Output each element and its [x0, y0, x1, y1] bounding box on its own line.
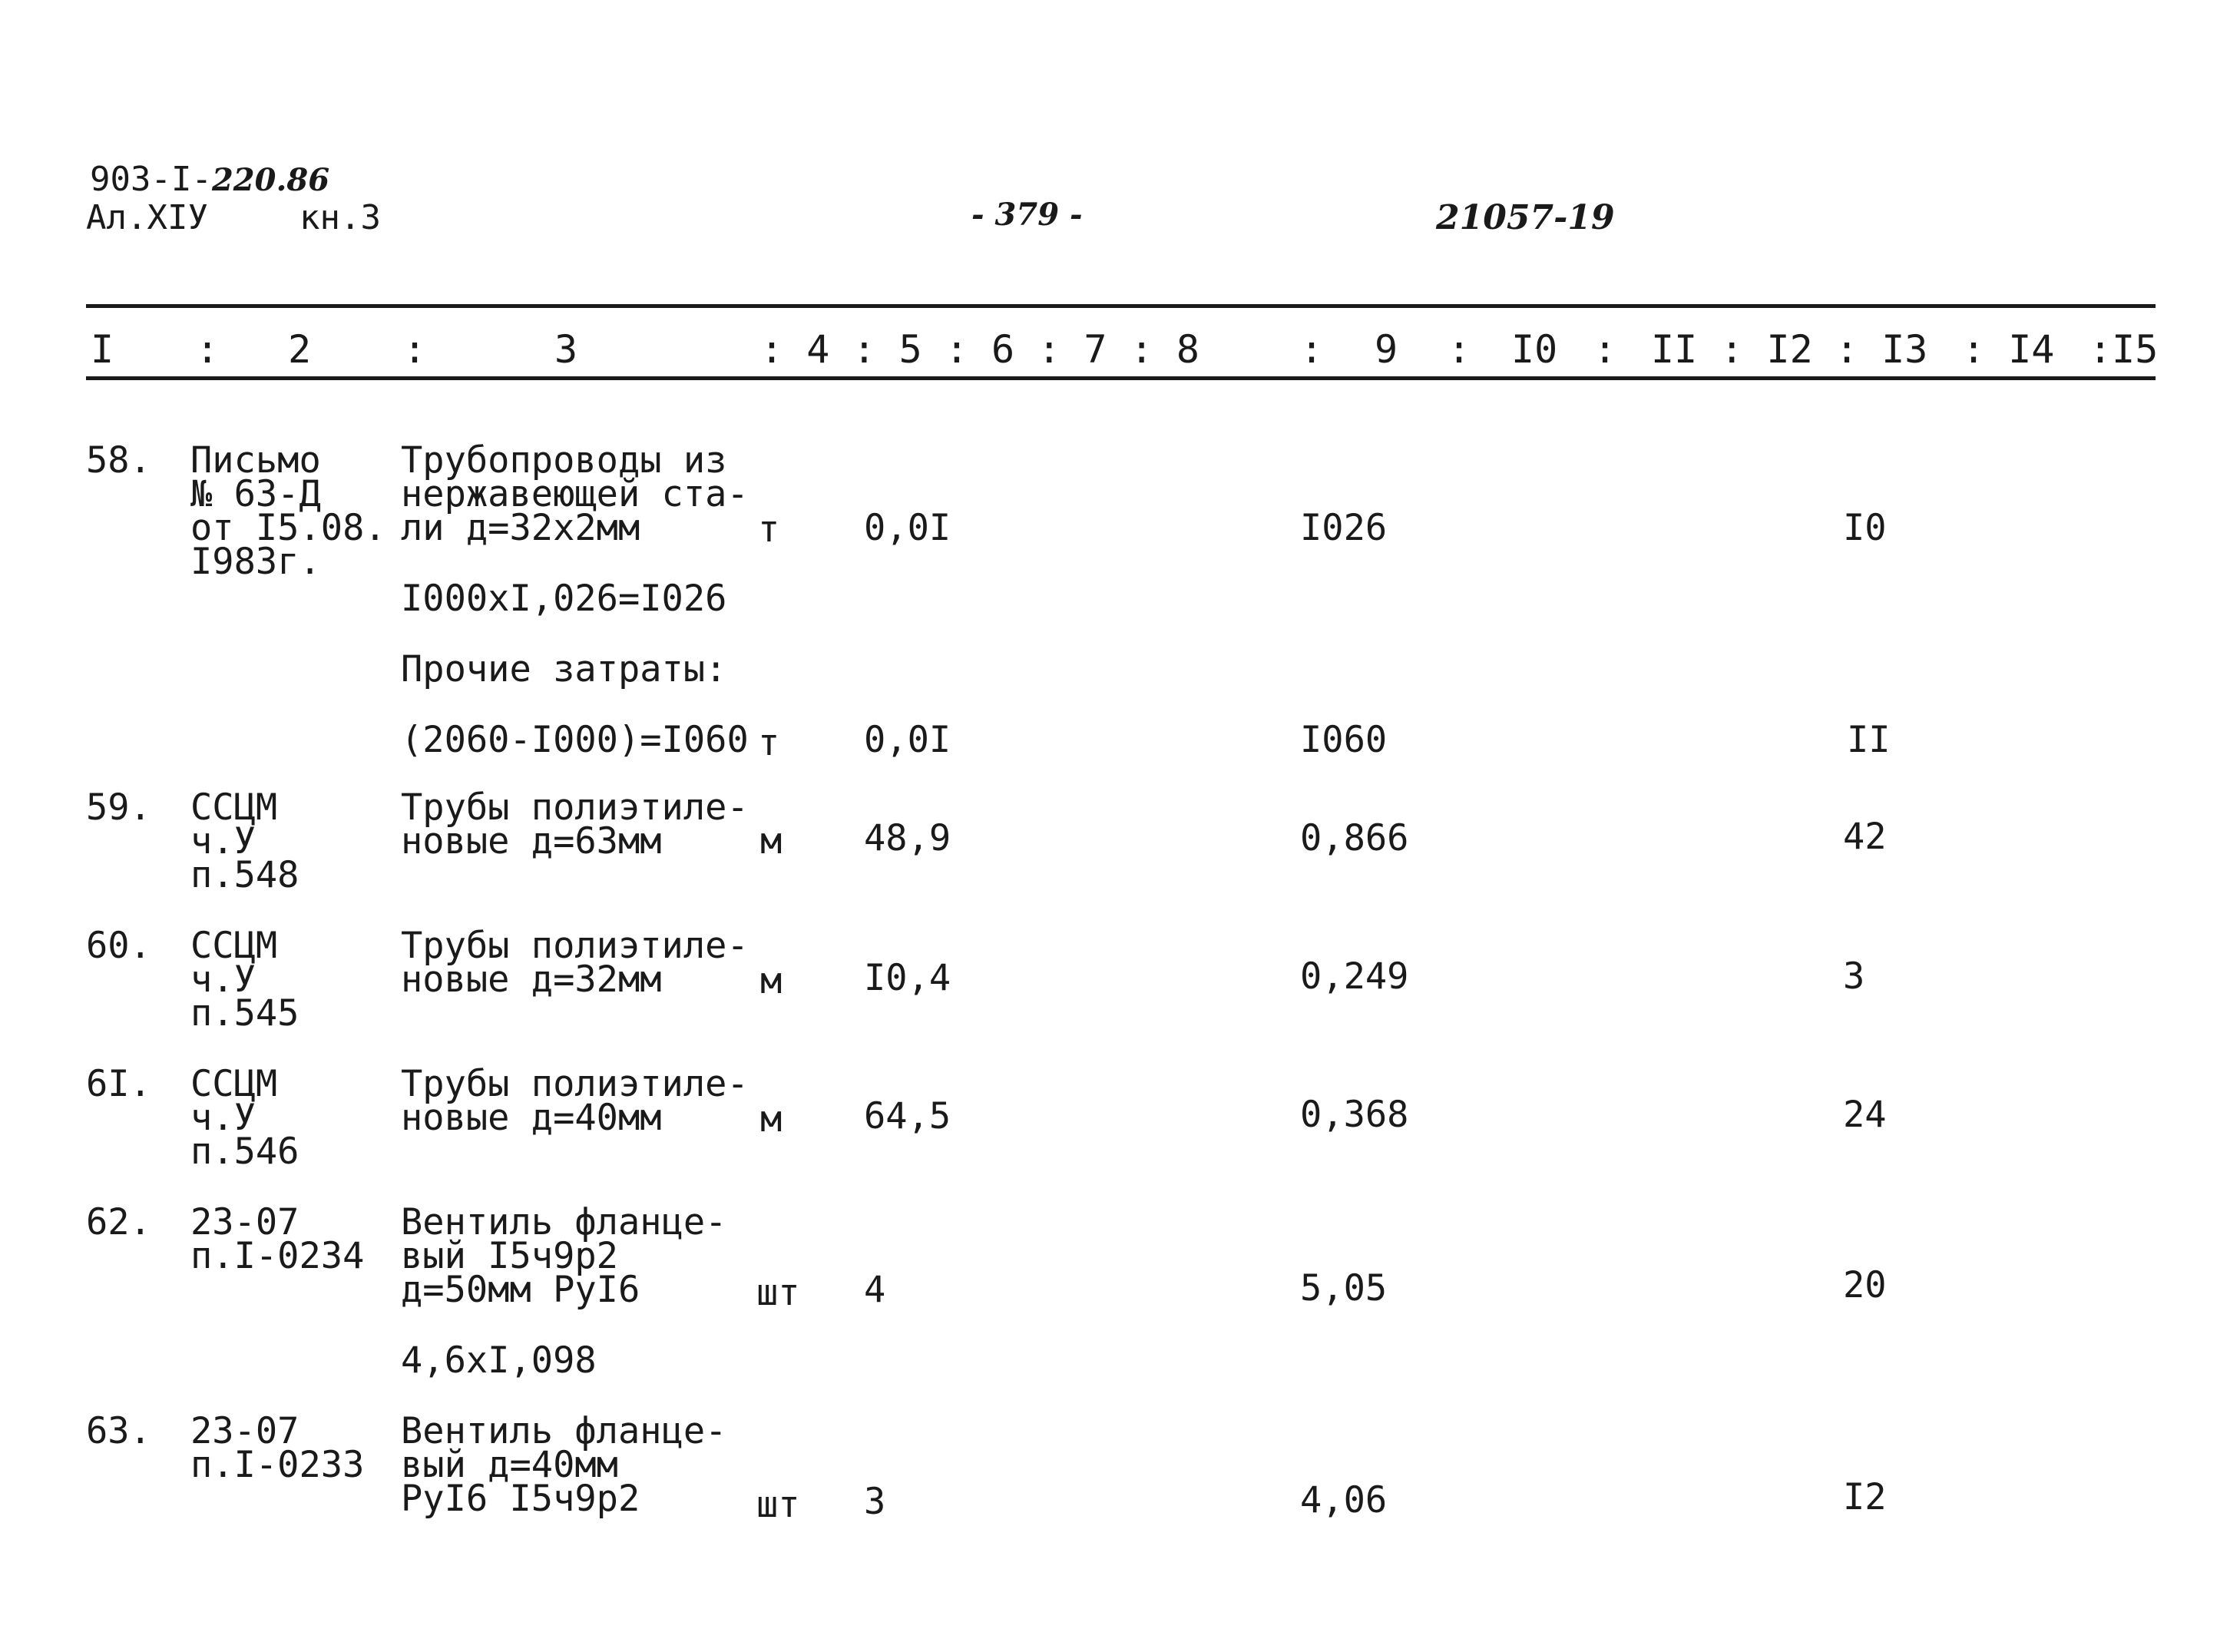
row-number: 59. — [86, 786, 151, 829]
row-total: I2 — [1843, 1476, 1887, 1518]
other-costs-total: II — [1847, 719, 1891, 761]
doc-code — [90, 160, 330, 199]
row-number: 63. — [86, 1410, 151, 1452]
row-source: ССЦМ ч.У п.545 — [190, 925, 299, 1035]
col-sep: : — [1300, 327, 1324, 372]
row-price: 0,866 — [1300, 817, 1409, 859]
row-total: 20 — [1843, 1264, 1887, 1306]
row-quantity: 64,5 — [864, 1095, 951, 1137]
row-name: Трубы полиэтиле- новые д=40мм — [401, 1063, 749, 1139]
album-number: Ал.XIУ — [86, 198, 208, 237]
col-2: 2 — [288, 327, 312, 372]
other-costs-quantity: 0,0I — [864, 719, 951, 761]
row-price: 0,368 — [1300, 1094, 1409, 1136]
row-unit: м — [760, 960, 783, 1002]
row-name: Трубы полиэтиле- новые д=32мм — [401, 925, 749, 1001]
page-number: - 379 - — [971, 197, 1083, 233]
row-price: 0,249 — [1300, 955, 1409, 998]
row-quantity: 0,0I — [864, 507, 951, 549]
col-15: :I5 — [2089, 327, 2159, 372]
header-top-rule — [86, 304, 2156, 308]
row-number: 58. — [86, 439, 151, 482]
col-sep: : — [1593, 327, 1617, 372]
row-total: 42 — [1843, 816, 1887, 858]
row-unit: т — [758, 508, 780, 551]
row-price: I026 — [1300, 507, 1388, 549]
row-total: I0 — [1843, 507, 1887, 549]
row-price: 4,06 — [1300, 1479, 1388, 1521]
row-unit: шт — [756, 1272, 800, 1314]
row-unit: м — [760, 820, 783, 862]
row-name: Трубы полиэтиле- новые д=63мм — [401, 786, 749, 862]
col-1: I — [91, 327, 114, 372]
row-number: 60. — [86, 925, 151, 967]
row-name: Трубопроводы из нержавеющей ста- ли д=32х2мм — [401, 439, 749, 549]
col-14: : I4 — [1962, 327, 2055, 372]
col-10: I0 — [1511, 327, 1558, 372]
other-costs-label: Прочие затраты: — [401, 648, 727, 690]
col-9: 9 — [1375, 327, 1398, 372]
other-costs-unit: т — [758, 722, 780, 764]
row-quantity: 3 — [864, 1481, 886, 1523]
doc-code-printed: 903-I- — [90, 160, 212, 199]
row-source: 23-07 п.I-0234 — [190, 1201, 365, 1277]
doc-code-handwritten: 220.86 — [211, 162, 330, 198]
row-source: Письмо № 63-Д от I5.08. I983г. — [190, 439, 386, 583]
row-total: 24 — [1843, 1094, 1887, 1136]
row-name: Вентиль фланце- вый I5ч9р2 д=50мм РуI6 — [401, 1201, 727, 1311]
col-sep: : — [403, 327, 427, 372]
row-source: ССЦМ ч.У п.546 — [190, 1063, 299, 1173]
col-3: 3 — [554, 327, 578, 372]
row-calculation: 4,6xI,098 — [401, 1339, 597, 1382]
row-quantity: I0,4 — [864, 957, 951, 999]
col-sep: : — [1448, 327, 1471, 372]
row-number: 62. — [86, 1201, 151, 1243]
col-sep: : — [196, 327, 220, 372]
row-name: Вентиль фланце- вый д=40мм РуI6 I5ч9р2 — [401, 1410, 727, 1520]
other-costs-calculation: (2060-I000)=I060 — [401, 719, 749, 761]
row-calculation: I000xI,026=I026 — [401, 578, 727, 620]
row-quantity: 48,9 — [864, 817, 951, 859]
row-source: 23-07 п.I-0233 — [190, 1410, 365, 1486]
row-total: 3 — [1843, 955, 1865, 998]
row-source: ССЦМ ч.У п.548 — [190, 786, 299, 896]
row-quantity: 4 — [864, 1269, 886, 1311]
row-unit: шт — [756, 1484, 800, 1526]
row-unit: м — [760, 1098, 783, 1141]
header-bottom-rule — [86, 376, 2156, 380]
col-11-12: II : I2 — [1651, 327, 1813, 372]
other-costs-price: I060 — [1300, 719, 1388, 761]
col-13: : I3 — [1835, 327, 1928, 372]
row-number: 6I. — [86, 1063, 151, 1105]
col-4-8: : 4 : 5 : 6 : 7 : 8 — [760, 327, 1199, 372]
row-price: 5,05 — [1300, 1267, 1388, 1309]
book-number: кн.3 — [299, 198, 381, 237]
sheet-number: 21057-19 — [1436, 198, 1615, 237]
